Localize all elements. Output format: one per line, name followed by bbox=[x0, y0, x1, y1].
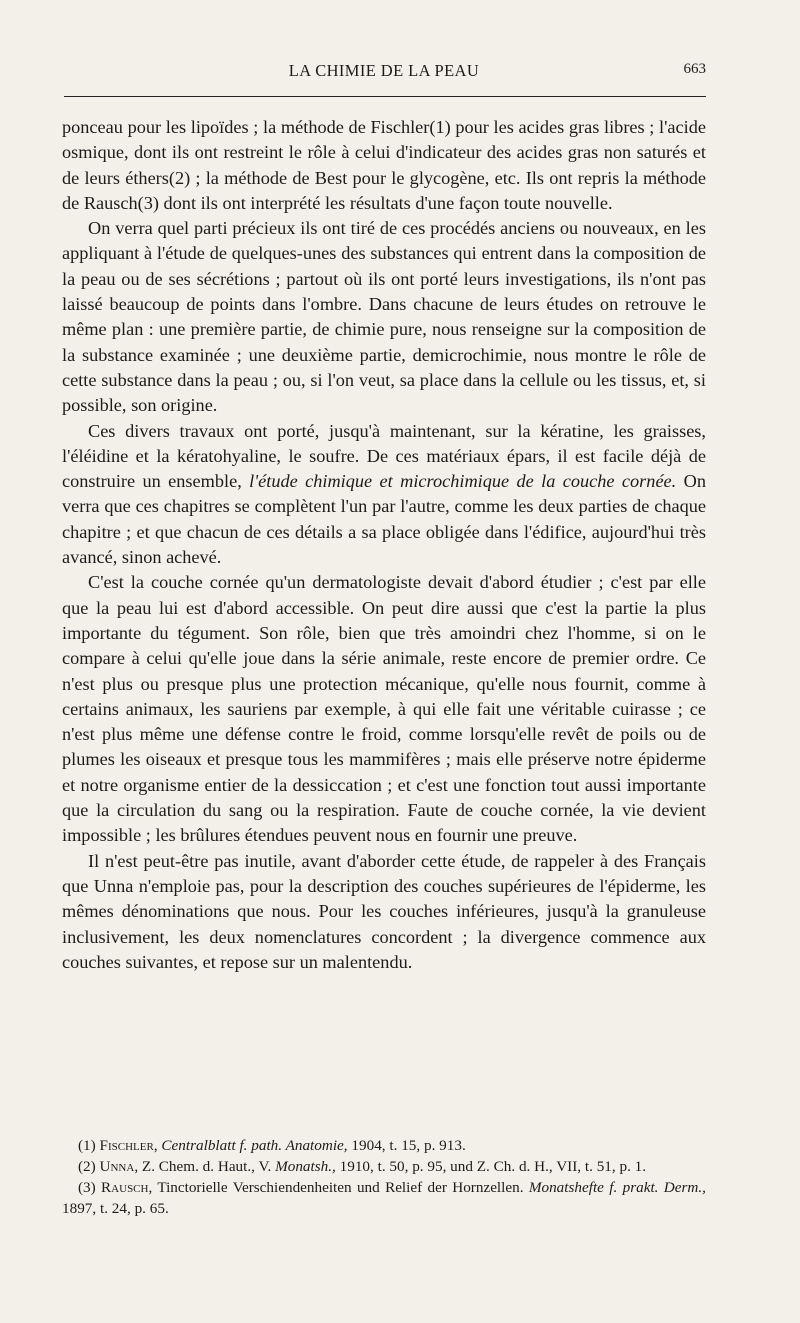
footnote-author: Rausch bbox=[101, 1179, 149, 1196]
header-rule bbox=[64, 96, 706, 97]
paragraph-3: Ces divers travaux ont porté, jusqu'à maintenant, sur la kératine, les graisses, l'éléidine et la kératohyaline, le soufre. De ces matériaux épars, il est facile déjà de construire un ensemble, l'étude chimique et microchimique de la couche cornée. On verra que ces chapitres se complètent l'un par l'autre, comme les deux parties de chaque chapitre ; et que chacun de ces détails a sa place obligée dans l'édifice, aujourd'hui très avancé, sinon achevé. bbox=[62, 420, 706, 568]
footnotes bbox=[62, 1135, 706, 1219]
footnote-2: (2) Unna, Z. Chem. d. Haut., V. Monatsh., 1910, t. 50, p. 95, und Z. Ch. d. H., VII, t. 51, p. 1. bbox=[78, 1158, 647, 1175]
footnote-author: Fischler bbox=[99, 1137, 154, 1154]
footnote-author: Unna bbox=[99, 1158, 135, 1175]
body-text bbox=[62, 115, 706, 975]
italic-title: l'étude chimique et microchimique de la couche cornée. bbox=[249, 471, 677, 492]
paragraph-4: C'est la couche cornée qu'un dermatologiste devait d'abord étudier ; c'est par elle que la peau lui est d'abord accessible. On peut dire aussi que c'est la partie la plus importante du tégument. Son rôle, bien que très amoindri chez l'homme, si on le compare à celui qu'elle joue dans la série animale, reste encore de premier ordre. Ce n'est plus ou presque plus une protection mécanique, qu'elle nous fournit, comme à certains animaux, les sauriens par exemple, à qui elle fait une véritable cuirasse ; ce n'est plus même une défense contre le froid, comme lorsqu'elle revêt de poils ou de plumes les oiseaux et presque tous les mammifères ; mais elle préserve notre épiderme et notre organisme entier de la dessiccation ; et c'est une fonction tout aussi importante que la circulation du sang ou la respiration. Faute de couche cornée, la vie devient impossible ; les brûlures étendues peuvent nous en fournir une preuve. bbox=[62, 572, 706, 846]
page-header bbox=[62, 61, 706, 85]
paragraph-5: Il n'est peut-être pas inutile, avant d'aborder cette étude, de rappeler à des Français que Unna n'emploie pas, pour la description des couches supérieures de l'épiderme, les mêmes dénominations que nous. Pour les couches inférieures, jusqu'à la granuleuse inclusivement, les deux nomenclatures concordent ; la divergence commence aux couches suivantes, et repose sur un malentendu. bbox=[62, 850, 706, 972]
paragraph-1: ponceau pour les lipoïdes ; la méthode de Fischler(1) pour les acides gras libres ; l'acide osmique, dont ils ont restreint le rôle à celui d'indicateur des acides gras non saturés et de leurs éthers(2) ; la méthode de Best pour le glycogène, etc. Ils ont repris la méthode de Rausch(3) dont ils ont interprété les résultats d'une façon toute nouvelle. bbox=[62, 117, 706, 213]
footnote-3: (3) Rausch, Tinctorielle Verschiendenheiten und Relief der Hornzellen. Monatshefte f. prakt. Derm., 1897, t. 24, p. 65. bbox=[62, 1179, 706, 1217]
running-title: LA CHIMIE DE LA PEAU bbox=[288, 61, 480, 80]
page-number: 663 bbox=[683, 61, 706, 77]
paragraph-2: On verra quel parti précieux ils ont tiré de ces procédés anciens ou nouveaux, en les appliquant à l'étude de quelques-unes des substances qui entrent dans la composition de la peau ou de ses sécrétions ; partout où ils ont porté leurs investigations, ils n'ont pas laissé beaucoup de points dans l'ombre. Dans chacune de leurs études on retrouve le même plan : une première partie, de chimie pure, nous renseigne sur la composition de la substance examinée ; une deuxième partie, demicrochimie, nous montre le rôle de cette substance dans la peau ; ou, si l'on veut, sa place dans la cellule ou les tissus, et, si possible, son origine. bbox=[62, 218, 706, 416]
footnote-1: (1) Fischler, Centralblatt f. path. Anatomie, 1904, t. 15, p. 913. bbox=[78, 1137, 466, 1154]
